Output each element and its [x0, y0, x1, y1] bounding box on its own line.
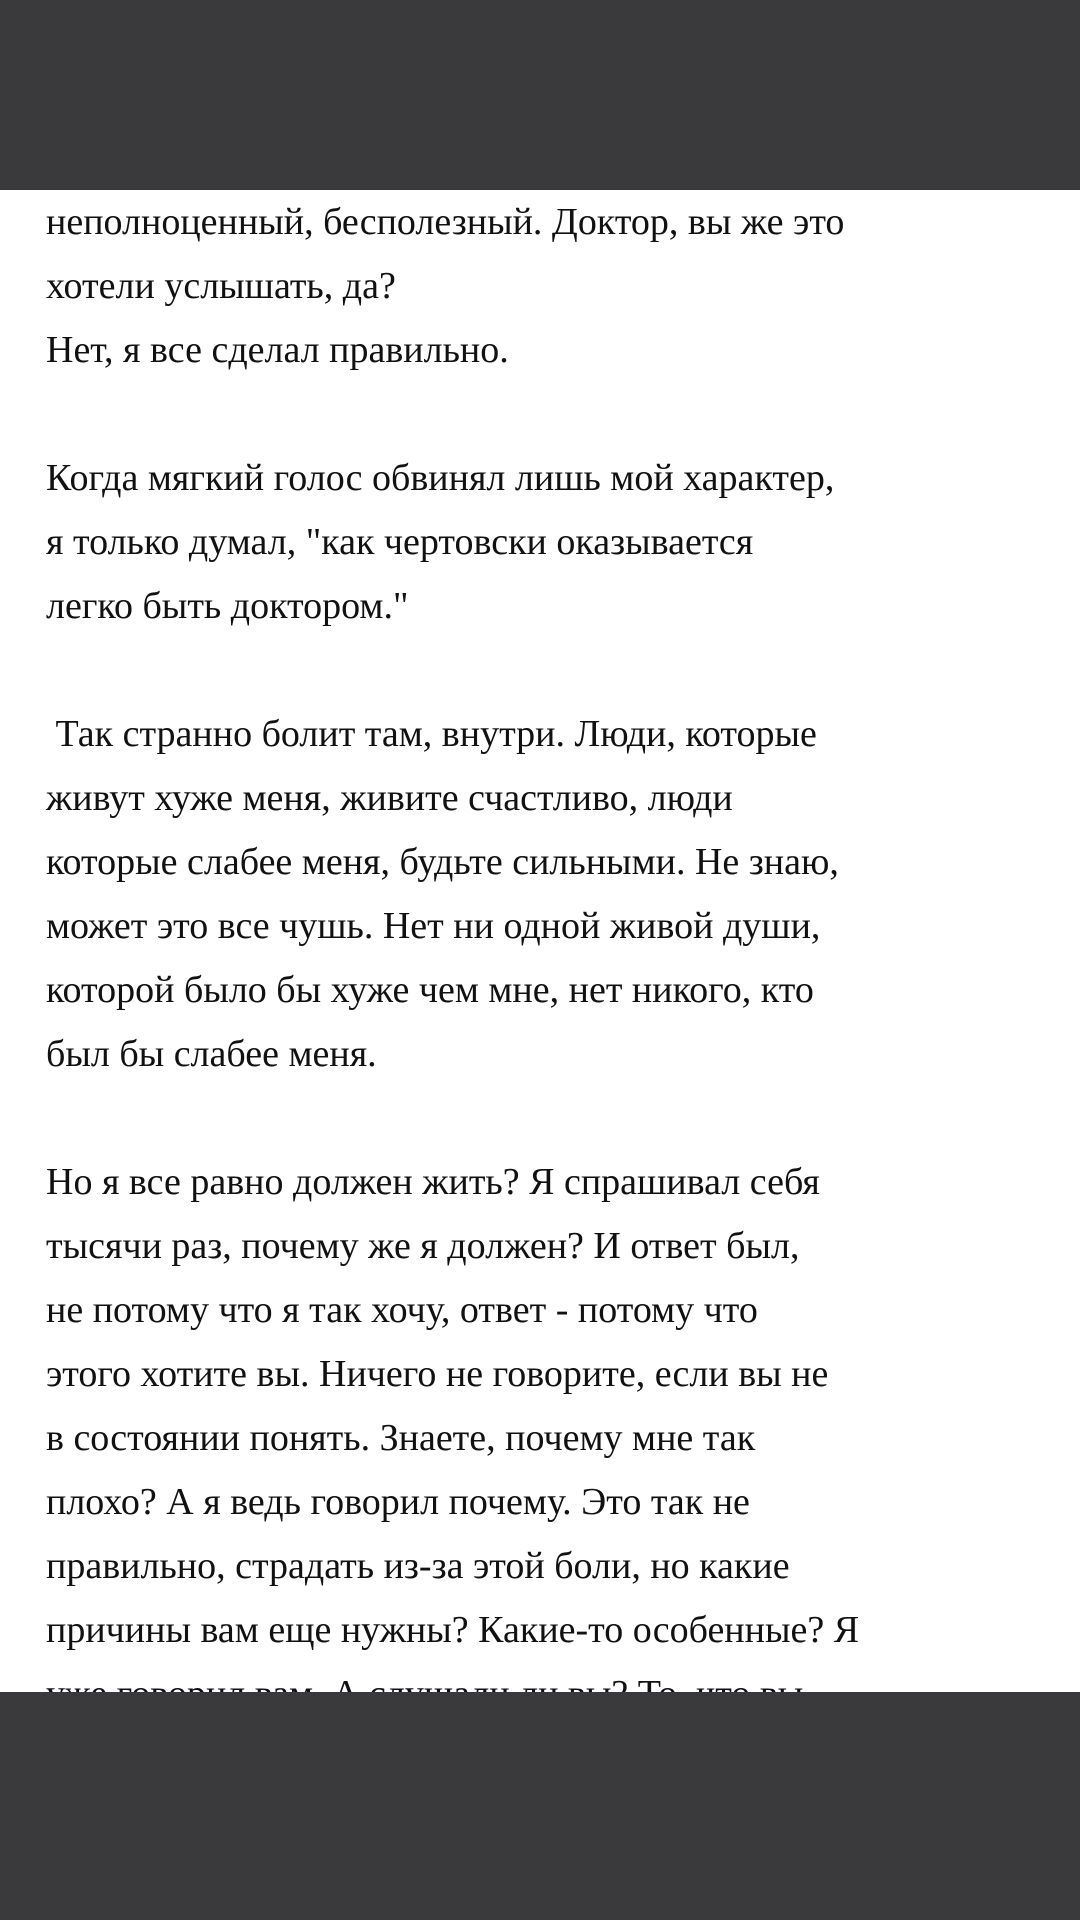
paragraph-gap — [46, 638, 1046, 702]
text-line: правильно, страдать из-за этой боли, но какие — [46, 1545, 790, 1587]
text-line: которой было бы хуже чем мне, нет никого, кто — [46, 969, 814, 1011]
text-line: может это все чушь. Нет ни одной живой души, — [46, 905, 821, 947]
bottom-frame-bar — [0, 1692, 1080, 1920]
text-line: которые слабее меня, будьте сильными. Не знаю, — [46, 841, 839, 883]
paragraph-gap — [46, 382, 1046, 446]
text-line: Когда мягкий голос обвинял лишь мой характер, — [46, 457, 835, 499]
text-line: был бы слабее меня. — [46, 1033, 377, 1075]
text-line: живут хуже меня, живите счастливо, люди — [46, 777, 733, 819]
text-line: не потому что я так хочу, ответ - потому что — [46, 1289, 758, 1331]
text-line: я только думал, "как чертовски оказывается — [46, 521, 754, 563]
text-line: Так странно болит там, внутри. Люди, которые — [46, 713, 817, 755]
paragraph — [46, 702, 1046, 1086]
document-text — [46, 190, 1046, 1726]
text-line: Нет, я все сделал правильно. — [46, 329, 509, 371]
top-frame-bar — [0, 0, 1080, 190]
paragraph — [46, 446, 1046, 638]
text-line: тысячи раз, почему же я должен? И ответ был, — [46, 1225, 800, 1267]
paragraph — [46, 190, 1046, 382]
text-line: этого хотите вы. Ничего не говорите, если вы не — [46, 1353, 829, 1395]
text-line: плохо? А я ведь говорил почему. Это так не — [46, 1481, 750, 1523]
paragraph — [46, 1150, 1046, 1726]
paragraph-gap — [46, 1086, 1046, 1150]
text-line: в состоянии понять. Знаете, почему мне так — [46, 1417, 756, 1459]
text-line: легко быть доктором." — [46, 585, 409, 627]
text-line: хотели услышать, да? — [46, 265, 396, 307]
text-line: неполноценный, бесполезный. Доктор, вы же это — [46, 201, 845, 243]
text-line: причины вам еще нужны? Какие-то особенные? Я — [46, 1609, 860, 1651]
document-page[interactable] — [0, 190, 1080, 1692]
text-line: Но я все равно должен жить? Я спрашивал себя — [46, 1161, 820, 1203]
